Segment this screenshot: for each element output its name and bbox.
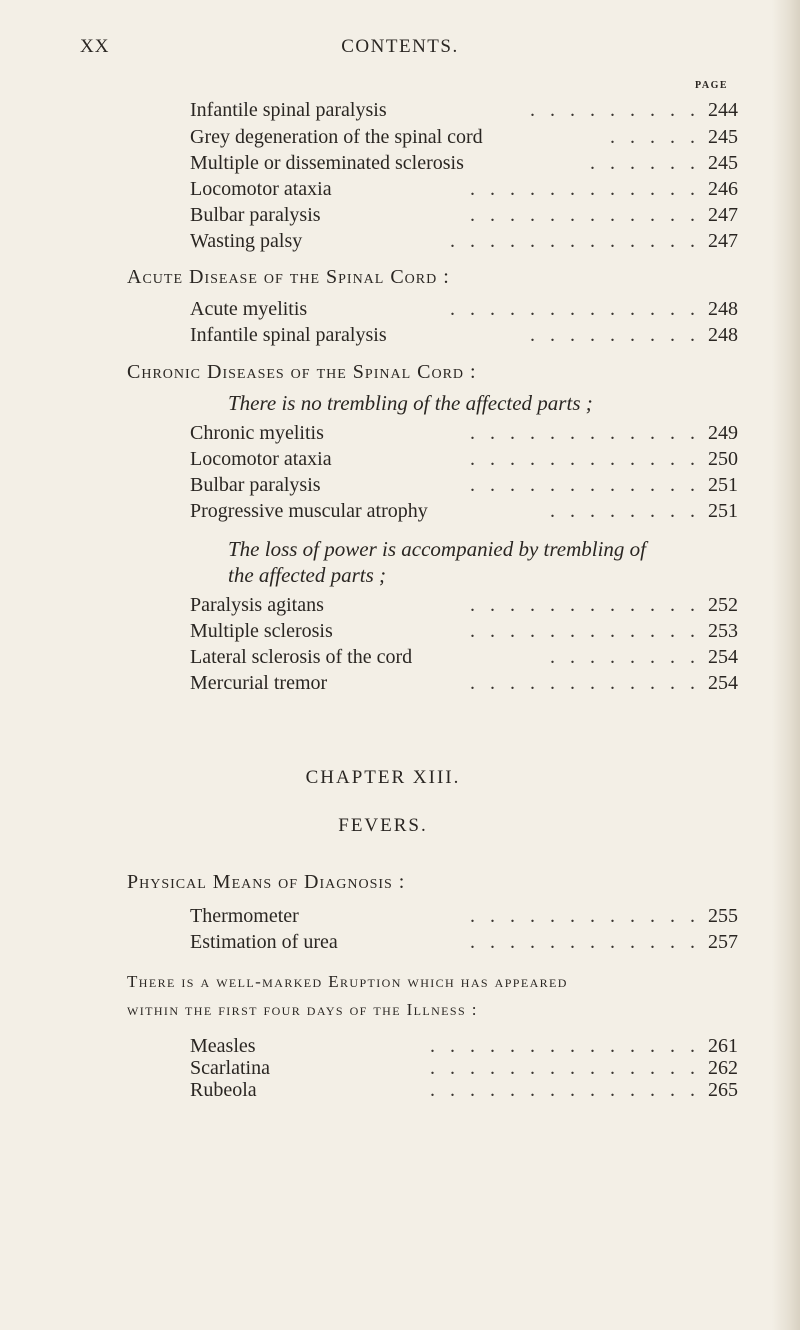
leader-dots: . . . . . . . . . . . . . . (430, 1079, 700, 1101)
leader-dots: . . . . . . . . (550, 646, 700, 668)
entry-page: 254 (708, 672, 738, 694)
leader-dots: . . . . . . . . . . . . (470, 594, 700, 616)
leader-dots: . . . . . . . . (550, 500, 700, 522)
entry-title: Infantile spinal paralysis (190, 324, 387, 346)
toc-entry (190, 322, 738, 348)
entry-page: 254 (708, 646, 738, 668)
leader-dots: . . . . . . . . . . . . (470, 620, 700, 642)
entry-title: Multiple or disseminated sclerosis (190, 152, 464, 174)
entry-page: 247 (708, 230, 738, 252)
leader-dots: . . . . . . . . . . . . (470, 204, 700, 226)
entry-page: 257 (708, 931, 738, 953)
leader-dots: . . . . . (610, 126, 700, 148)
leader-dots: . . . . . . . . . . . . . (450, 298, 700, 320)
entry-page: 251 (708, 500, 738, 522)
italic-note: There is no trembling of the affected parts ; (228, 391, 593, 415)
entry-title: Grey degeneration of the spinal cord (190, 126, 483, 148)
entry-page: 247 (708, 204, 738, 226)
toc-entry (190, 592, 738, 618)
toc-entry (190, 124, 738, 150)
toc-entry (190, 670, 738, 696)
section-heading-eruption (127, 968, 777, 1024)
toc-entry (190, 228, 738, 254)
entry-page: 261 (708, 1035, 738, 1057)
heading-line: There is a well-marked Eruption which has appeared (127, 972, 568, 991)
toc-entry (190, 296, 738, 322)
entry-title: Rubeola (190, 1079, 257, 1101)
toc-entry (190, 176, 738, 202)
entry-title: Wasting palsy (190, 230, 303, 252)
entry-title: Paralysis agitans (190, 594, 324, 616)
entry-title: Progressive muscular atrophy (190, 500, 428, 522)
chapter-number: CHAPTER XIII. (305, 767, 461, 788)
leader-dots: . . . . . . . . . . . . . (450, 230, 700, 252)
entry-title: Lateral sclerosis of the cord (190, 646, 413, 668)
section-heading-acute: Acute Disease of the Spinal Cord : (127, 266, 450, 288)
leader-dots: . . . . . . . . . (530, 324, 700, 346)
leader-dots: . . . . . . . . . . . . (470, 448, 700, 470)
leader-dots: . . . . . . . . . . . . (470, 474, 700, 496)
entry-title: Thermometer (190, 905, 299, 927)
section-heading-chronic: Chronic Diseases of the Spinal Cord : (127, 361, 477, 383)
entry-title: Multiple sclerosis (190, 620, 333, 642)
page-edge-shadow (772, 0, 800, 1330)
toc-entry (190, 618, 738, 644)
entry-page: 245 (708, 126, 738, 148)
toc-entry (190, 1077, 738, 1103)
toc-entry (190, 97, 738, 123)
page-column-label: PAGE (695, 80, 729, 91)
entry-title: Bulbar paralysis (190, 474, 321, 496)
entry-title: Infantile spinal paralysis (190, 99, 387, 121)
entry-page: 248 (708, 298, 738, 320)
entry-title: Chronic myelitis (190, 422, 324, 444)
leader-dots: . . . . . . . . . . . . . . (430, 1057, 700, 1079)
entry-title: Locomotor ataxia (190, 448, 332, 470)
entry-page: 265 (708, 1079, 738, 1101)
leader-dots: . . . . . . . . . . . . (470, 178, 700, 200)
entry-title: Estimation of urea (190, 931, 338, 953)
entry-page: 252 (708, 594, 738, 616)
entry-title: Bulbar paralysis (190, 204, 321, 226)
entry-page: 250 (708, 448, 738, 470)
leader-dots: . . . . . . (590, 152, 700, 174)
leader-dots: . . . . . . . . . . . . (470, 422, 700, 444)
toc-entry (190, 202, 738, 228)
entry-page: 245 (708, 152, 738, 174)
entry-page: 255 (708, 905, 738, 927)
chapter-title: FEVERS. (338, 815, 428, 836)
leader-dots: . . . . . . . . . (530, 99, 700, 121)
toc-entry (190, 903, 738, 929)
entry-page: 249 (708, 422, 738, 444)
toc-entry (190, 472, 738, 498)
running-header (80, 36, 720, 66)
entry-page: 248 (708, 324, 738, 346)
entry-title: Mercurial tremor (190, 672, 328, 694)
entry-page: 262 (708, 1057, 738, 1079)
entry-title: Scarlatina (190, 1057, 270, 1079)
leader-dots: . . . . . . . . . . . . (470, 931, 700, 953)
italic-note: the affected parts ; (228, 563, 387, 587)
entry-title: Acute myelitis (190, 298, 308, 320)
section-heading-physical: Physical Means of Diagnosis : (127, 871, 406, 893)
toc-entry (190, 420, 738, 446)
toc-entry (190, 498, 738, 524)
running-title: CONTENTS. (341, 36, 459, 57)
entry-page: 246 (708, 178, 738, 200)
page-number-roman: XX (80, 36, 110, 57)
heading-line: within the first four days of the Illness : (127, 1000, 478, 1019)
leader-dots: . . . . . . . . . . . . (470, 905, 700, 927)
entry-title: Measles (190, 1035, 256, 1057)
leader-dots: . . . . . . . . . . . . . . (430, 1035, 700, 1057)
entry-page: 251 (708, 474, 738, 496)
toc-entry (190, 644, 738, 670)
entry-page: 244 (708, 99, 738, 121)
leader-dots: . . . . . . . . . . . . (470, 672, 700, 694)
toc-entry (190, 929, 738, 955)
entry-page: 253 (708, 620, 738, 642)
toc-entry (190, 446, 738, 472)
entry-title: Locomotor ataxia (190, 178, 332, 200)
toc-entry (190, 150, 738, 176)
italic-note: The loss of power is accompanied by trembling of (228, 537, 647, 561)
